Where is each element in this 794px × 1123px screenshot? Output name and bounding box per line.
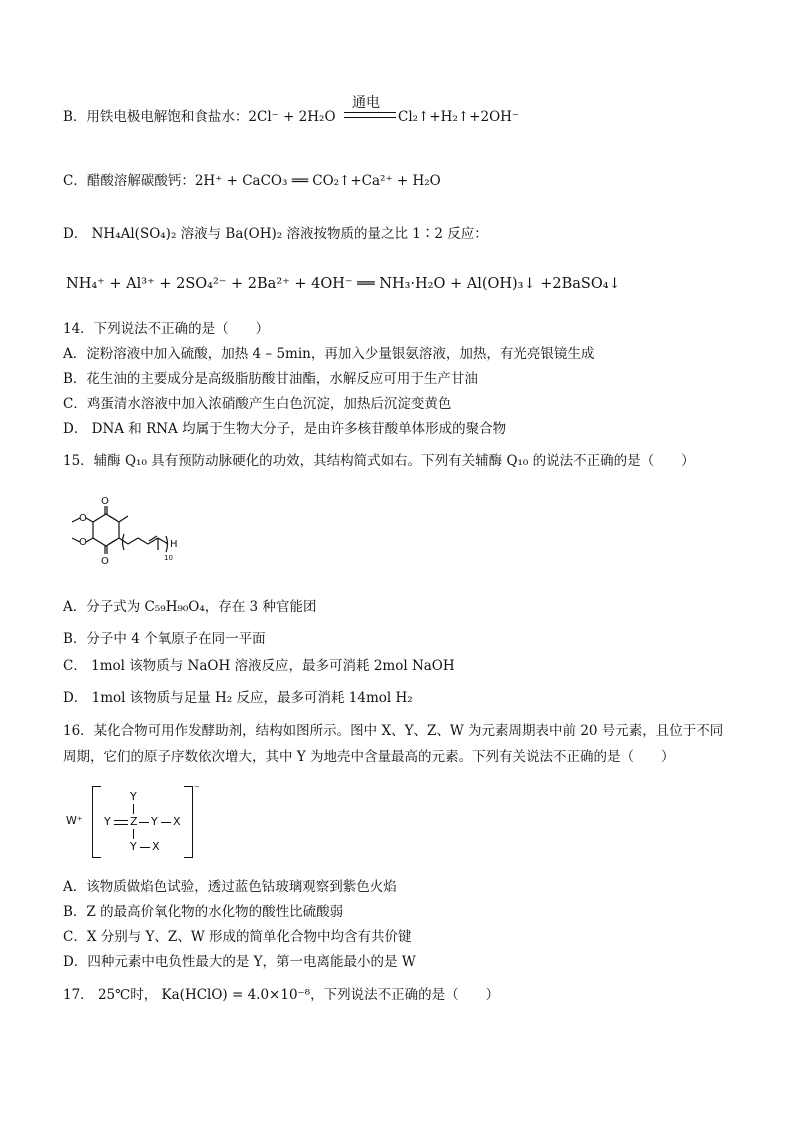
double-bond: [114, 820, 128, 825]
q13-b-equals-arrow: [344, 112, 396, 118]
svg-text:O: O: [79, 537, 87, 548]
struct-y-top: Y: [130, 790, 137, 803]
struct-x-right: X: [173, 815, 181, 828]
q13-option-d: D． NH₄Al(SO₄)₂ 溶液与 Ba(OH)₂ 溶液按物质的量之比 1∶2 反应：: [63, 226, 488, 242]
struct-y-bottom: Y: [130, 840, 137, 853]
right-bracket: [184, 786, 193, 858]
q16-option-b: B．Z 的最高价氧化物的水化物的酸性比硫酸弱: [63, 904, 344, 920]
q16-stem-line2: 周期，它们的原子序数依次增大，其中 Y 为地壳中含量最高的元素。下列有关说法不正确的是（ ）: [63, 749, 675, 765]
q15-option-c: C． 1mol 该物质与 NaOH 溶液反应，最多可消耗 2mol NaOH: [63, 658, 455, 674]
struct-charge: ⁻: [194, 782, 200, 795]
left-bracket: [92, 786, 101, 858]
q16-structure: [66, 782, 206, 862]
bond: [133, 804, 134, 814]
q14-stem: 14．下列说法不正确的是（ ）: [63, 321, 270, 337]
struct-y-mid: Y: [151, 815, 158, 828]
q13-b-prefix: B．用铁电极电解饱和食盐水：: [63, 109, 249, 125]
bond: [140, 847, 150, 848]
q13-b-condition: 通电: [352, 95, 380, 111]
q14-option-c: C．鸡蛋清水溶液中加入浓硝酸产生白色沉淀，加热后沉淀变黄色: [63, 396, 452, 412]
q16-option-c: C．X 分别与 Y、Z、W 形成的简单化合物中均含有共价键: [63, 929, 412, 945]
q15-stem: 15．辅酶 Q₁₀ 具有预防动脉硬化的功效，其结构简式如右。下列有关辅酶 Q₁₀ 的说法不正确的是（ ）: [63, 453, 695, 469]
q13-option-c: C．醋酸溶解碳酸钙：2H⁺ + CaCO₃ ══ CO₂↑+Ca²⁺ + H₂O: [63, 173, 441, 189]
q15-option-b: B．分子中 4 个氧原子在同一平面: [63, 631, 266, 647]
q16-option-d: D．四种元素中电负性最大的是 Y，第一电离能最小的是 W: [63, 954, 416, 970]
q16-option-a: A．该物质做焰色试验，透过蓝色钴玻璃观察到紫色火焰: [63, 879, 397, 895]
q14-option-a: A．淀粉溶液中加入硫酸，加热 4 – 5min，再加入少量银氨溶液，加热，有光亮银镜生成: [63, 346, 595, 362]
bond: [161, 822, 171, 823]
struct-w-ion: W⁺: [66, 814, 83, 827]
q13-d-equation: NH₄⁺ + Al³⁺ + 2SO₄²⁻ + 2Ba²⁺ + 4OH⁻ ══ NH₃·H₂O + Al(OH)₃↓ +2BaSO₄↓: [66, 276, 621, 292]
svg-text:O: O: [101, 556, 109, 567]
bond: [139, 822, 149, 823]
q13-b-eq-right: Cl₂↑+H₂↑+2OH⁻: [398, 109, 520, 125]
struct-n-label: 10: [164, 554, 173, 562]
struct-x-bottom: X: [152, 840, 160, 853]
q13-option-b: [63, 108, 336, 126]
struct-z: Z: [130, 815, 138, 828]
q14-option-b: B．花生油的主要成分是高级脂肪酸甘油酯，水解反应可用于生产甘油: [63, 371, 478, 387]
bond: [133, 829, 134, 839]
q17-stem: 17． 25℃时， Ka(HClO) = 4.0×10⁻⁸，下列说法不正确的是（ ）: [63, 987, 500, 1003]
struct-h-label: H: [170, 539, 178, 550]
q16-stem-line1: 16．某化合物可用作发酵助剂，结构如图所示。图中 X、Y、Z、W 为元素周期表中前 20 号元素，且位于不同: [63, 723, 724, 739]
coenzyme-q10-structure: [64, 492, 194, 572]
struct-y-left: Y: [104, 815, 111, 828]
q15-option-a: A．分子式为 C₅₉H₉₀O₄，存在 3 种官能团: [63, 599, 317, 615]
q14-option-d: D． DNA 和 RNA 均属于生物大分子，是由许多核苷酸单体形成的聚合物: [63, 421, 507, 437]
svg-text:O: O: [101, 496, 109, 507]
q15-option-d: D． 1mol 该物质与足量 H₂ 反应，最多可消耗 14mol H₂: [63, 690, 413, 706]
svg-text:O: O: [79, 513, 87, 524]
q13-b-eq-left: 2Cl⁻ + 2H₂O: [248, 109, 336, 125]
